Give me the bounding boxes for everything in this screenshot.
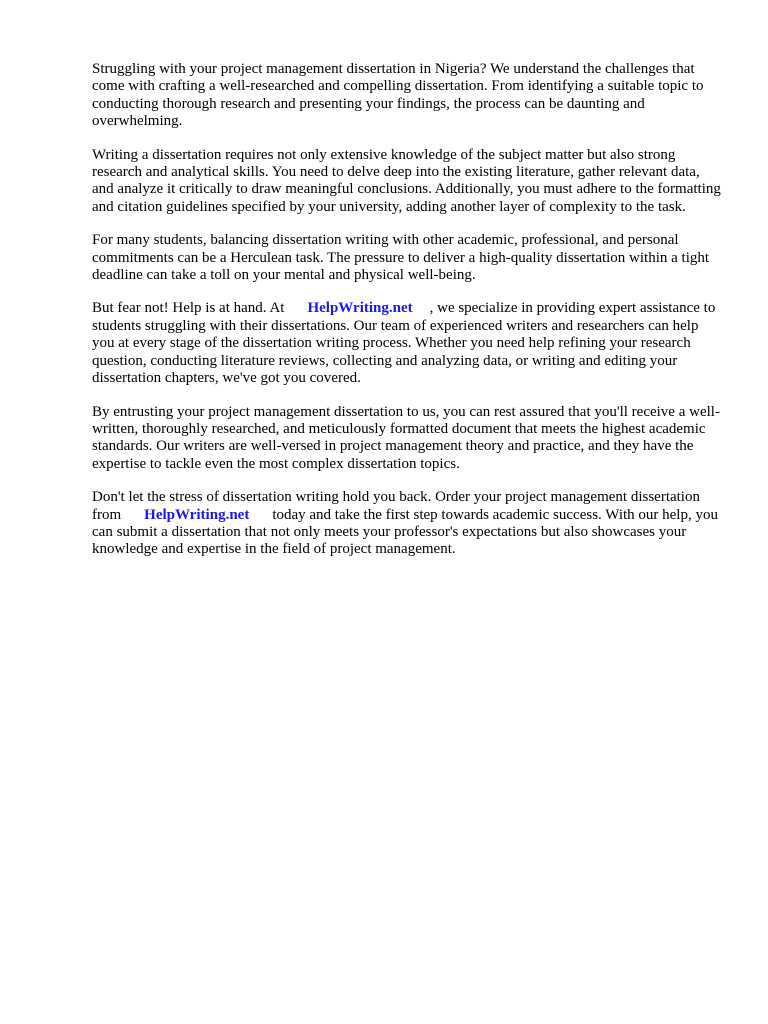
- paragraph-offer-rest: , we specialize in providing expert assistance to students struggling with their dissertations. Our team of experienced writers and researchers can help you at every stage of the dissertation writing process. Whether you need help refining your research question, conducting literature reviews, collecting and analyzing data, or writing and editing your dissertation chapters, we've got you covered.: [92, 300, 716, 387]
- paragraph-intro: Struggling with your project management dissertation in Nigeria? We understand the challenges that come with crafting a well-researched and compelling dissertation. From identifying a suitable topic to conducting thorough research and presenting your findings, the process can be daunting and overwhelming.: [92, 61, 704, 130]
- paragraph-assurance: By entrusting your project management dissertation to us, you can rest assured that you'll receive a well-written, thoroughly researched, and meticulously formatted document that meets the highest academic standards. Our writers are well-versed in project management theory and practice, and they have the expertise to tackle even the most complex dissertation topics.: [92, 403, 720, 472]
- helpwriting-link-cta[interactable]: HelpWriting.net: [144, 506, 250, 523]
- paragraph-offer-lead: But fear not! Help is at hand. At: [92, 300, 285, 317]
- document-body: [92, 61, 724, 575]
- paragraph-requirements: Writing a dissertation requires not only extensive knowledge of the subject matter but also strong research and analytical skills. You need to delve deep into the existing literature, gather relevant data, and analyze it critically to draw meaningful conclusions. Additionally, you must adhere to the formatting and citation guidelines specified by your university, adding another layer of complexity to the task.: [92, 146, 721, 215]
- paragraph-challenges: For many students, balancing dissertation writing with other academic, professional, and personal commitments can be a Herculean task. The pressure to deliver a high-quality dissertation within a tight deadline can take a toll on your mental and physical well-being.: [92, 232, 710, 284]
- paragraph-cta-lead: Don't let the stress of dissertation writing hold you back. Order your project management dissertation from: [92, 489, 700, 523]
- helpwriting-link[interactable]: HelpWriting.net: [307, 300, 413, 317]
- paragraph-call-to-action: [92, 489, 724, 559]
- paragraph-offer: [92, 300, 724, 387]
- paragraph-cta-rest: today and take the first step towards academic success. With our help, you can submit a dissertation that not only meets your professor's expectations but also showcases your knowledge and expertise in the field of project management.: [92, 506, 718, 558]
